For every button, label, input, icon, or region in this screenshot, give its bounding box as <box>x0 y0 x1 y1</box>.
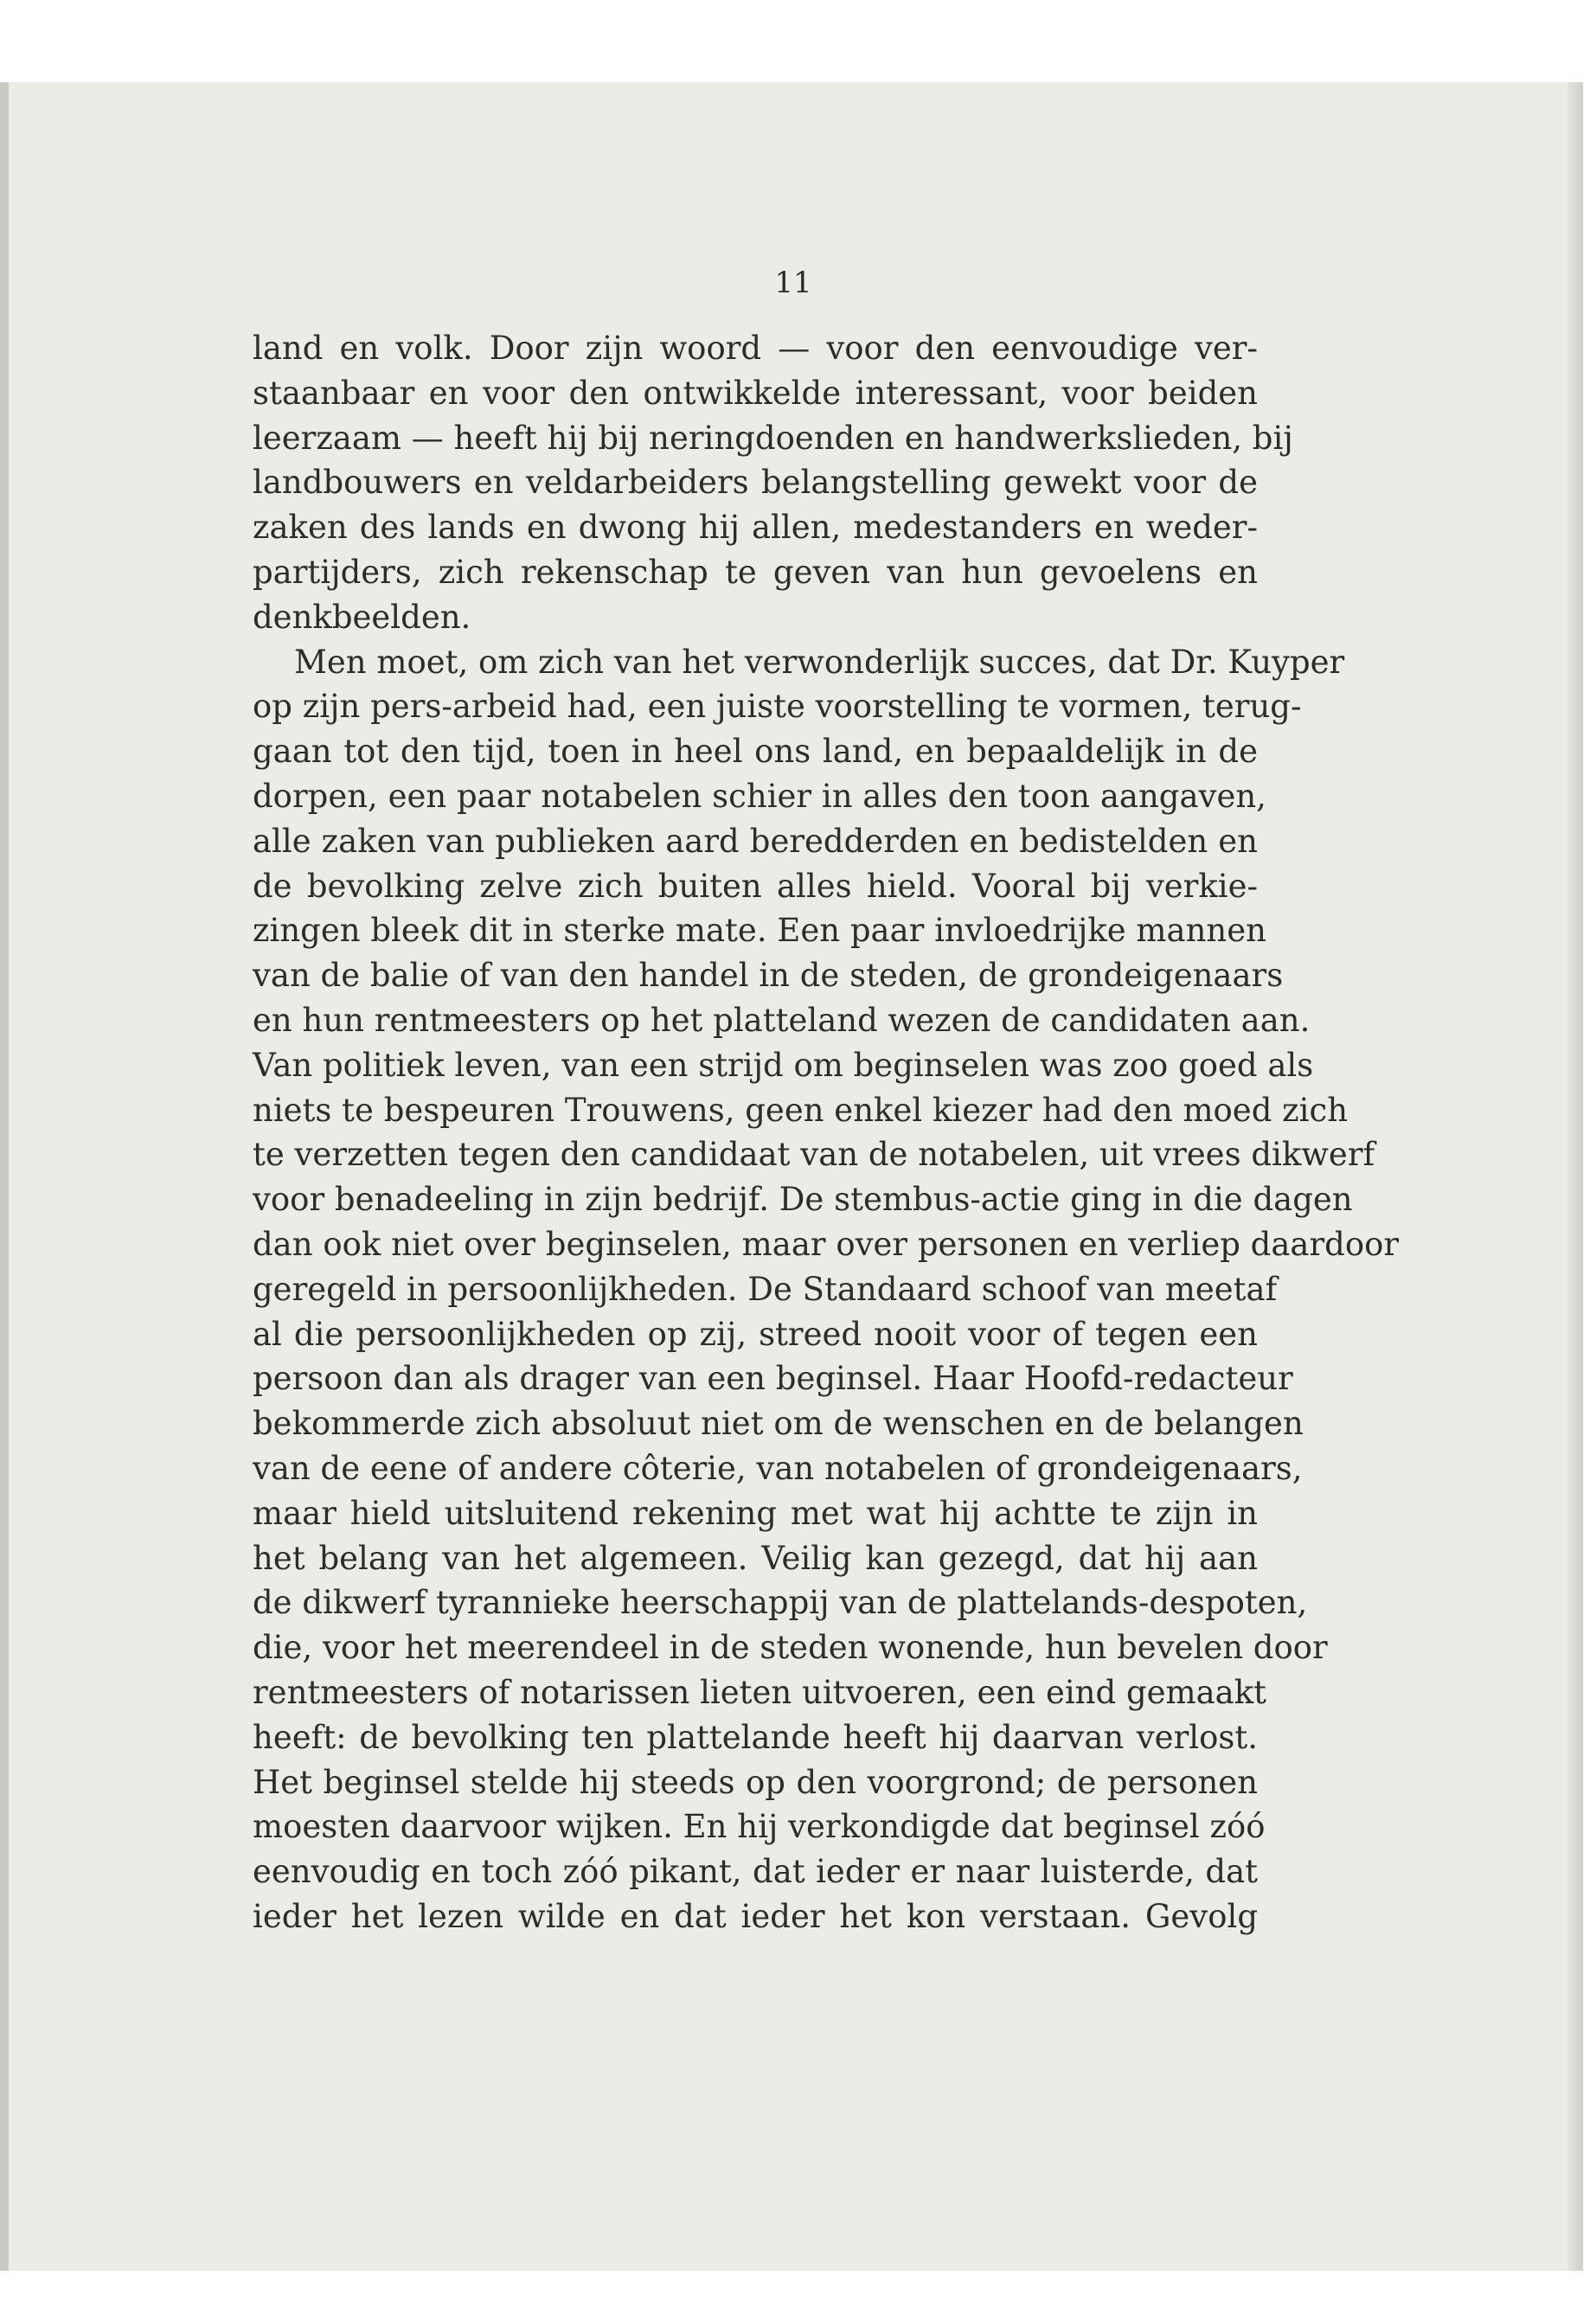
text-line: land en volk. Door zijn woord — voor den eenvoudige ver- <box>253 330 1258 367</box>
text-line: denkbeelden. <box>253 598 471 636</box>
body-text <box>253 326 1400 1939</box>
text-line: het belang van het algemeen. Veilig kan gezegd, dat hij aan <box>253 1539 1258 1577</box>
text-line: de bevolking zelve zich buiten alles hield. Vooral bij verkie- <box>253 867 1258 905</box>
text-line: eenvoudig en toch zóó pikant, dat ieder er naar luisterde, dat <box>253 1853 1258 1891</box>
text-line: al die persoonlijkheden op zij, streed nooit voor of tegen een <box>253 1315 1258 1353</box>
page-number: 11 <box>774 266 812 300</box>
book-page <box>0 82 1583 2271</box>
text-line: partijders, zich rekenschap te geven van hun gevoelens en <box>253 553 1258 591</box>
text-line: Men moet, om zich van het verwonderlijk succes, dat Dr. Kuyper <box>294 643 1345 681</box>
text-line: ieder het lezen wilde en dat ieder het kon verstaan. Gevolg <box>253 1897 1258 1935</box>
text-line: geregeld in persoonlijkheden. De Standaard schoof van meetaf <box>253 1270 1278 1308</box>
text-line: Het beginsel stelde hij steeds op den voorgrond; de personen <box>253 1763 1258 1801</box>
text-line: alle zaken van publieken aard beredderden en bedistelden en <box>253 822 1258 860</box>
text-line: heeft: de bevolking ten plattelande heeft hij daarvan verlost. <box>253 1718 1258 1756</box>
text-line: die, voor het meerendeel in de steden wonende, hun bevelen door <box>253 1629 1328 1667</box>
text-line: staanbaar en voor den ontwikkelde interessant, voor beiden <box>253 374 1258 412</box>
text-line: de dikwerf tyrannieke heerschappij van de plattelands-despoten, <box>253 1584 1308 1622</box>
text-line: gaan tot den tijd, toen in heel ons land, en bepaaldelijk in de <box>253 733 1258 771</box>
text-line: rentmeesters of notarissen lieten uitvoeren, een eind gemaakt <box>253 1673 1267 1711</box>
text-line: bekommerde zich absoluut niet om de wenschen en de belangen <box>253 1405 1304 1443</box>
text-line: te verzetten tegen den candidaat van de notabelen, uit vrees dikwerf <box>253 1136 1375 1174</box>
text-line: voor benadeeling in zijn bedrijf. De stembus-actie ging in die dagen <box>253 1181 1353 1219</box>
text-line: dorpen, een paar notabelen schier in alles den toon aangaven, <box>253 777 1266 815</box>
text-line: en hun rentmeesters op het platteland wezen de candidaten aan. <box>253 1001 1311 1039</box>
text-line: maar hield uitsluitend rekening met wat hij achtte te zijn in <box>253 1494 1258 1532</box>
text-line: zingen bleek dit in sterke mate. Een paar invloedrijke mannen <box>253 912 1266 950</box>
page-edge <box>1567 82 1583 2271</box>
text-line: landbouwers en veldarbeiders belangstelling gewekt voor de <box>253 464 1258 502</box>
text-line: van de eene of andere côterie, van notabelen of grondeigenaars, <box>253 1449 1303 1487</box>
text-line: moesten daarvoor wijken. En hij verkondigde dat beginsel zóó <box>253 1808 1266 1846</box>
text-line: zaken des lands en dwong hij allen, medestanders en weder- <box>253 509 1258 547</box>
text-line: dan ook niet over beginselen, maar over personen en verliep daardoor <box>253 1225 1400 1263</box>
text-line: leerzaam — heeft hij bij neringdoenden en handwerkslieden, bij <box>253 419 1293 457</box>
text-line: niets te bespeuren Trouwens, geen enkel kiezer had den moed zich <box>253 1091 1349 1129</box>
text-line: persoon dan als drager van een beginsel. Haar Hoofd-redacteur <box>253 1360 1293 1398</box>
text-line: op zijn pers-arbeid had, een juiste voorstelling te vormen, terug- <box>253 688 1302 726</box>
text-line: Van politiek leven, van een strijd om beginselen was zoo goed als <box>253 1046 1314 1084</box>
text-line: van de balie of van den handel in de steden, de grondeigenaars <box>253 957 1284 995</box>
